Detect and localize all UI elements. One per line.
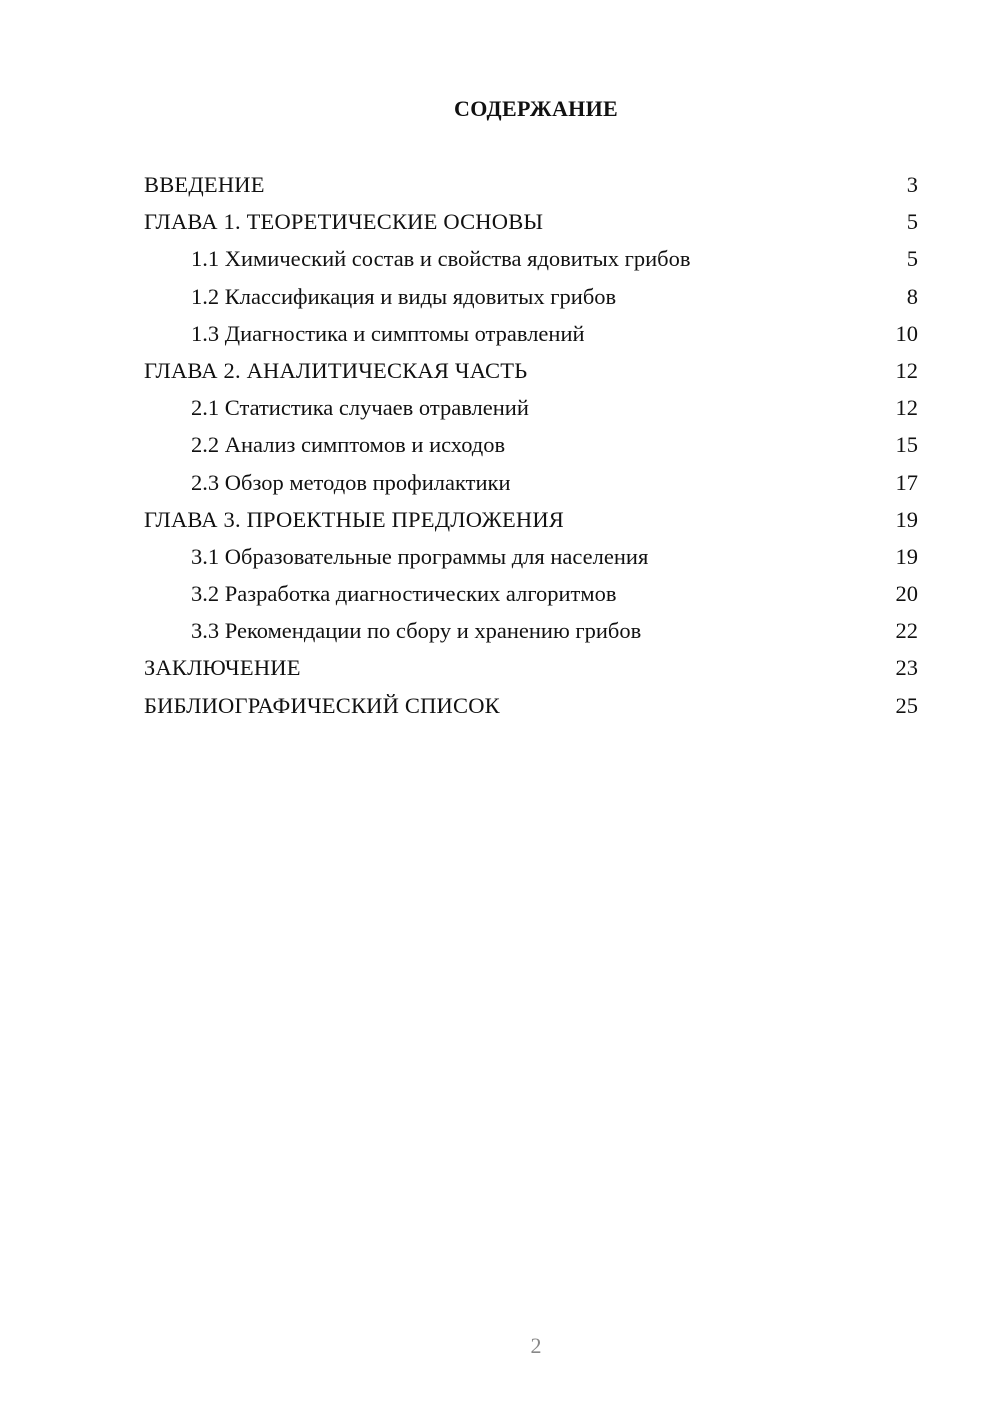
toc-entry xyxy=(144,166,918,203)
toc-entry xyxy=(144,240,918,277)
toc-entry xyxy=(144,687,918,724)
toc-entry xyxy=(144,389,918,426)
toc-entry-title: 1.3 Диагностика и симптомы отравлений xyxy=(191,320,585,346)
toc-entry-page: 8 xyxy=(906,283,918,309)
toc-entry xyxy=(144,575,918,612)
toc-entry-title: 3.2 Разработка диагностических алгоритмов xyxy=(191,581,617,607)
toc-entry xyxy=(144,464,918,501)
toc-entry-title: 1.2 Классификация и виды ядовитых грибов xyxy=(191,283,617,309)
toc-entry xyxy=(144,278,918,315)
toc-entry-page: 12 xyxy=(895,357,918,383)
toc-entry-page: 17 xyxy=(895,469,918,495)
toc-entry-title: 2.2 Анализ симптомов и исходов xyxy=(191,432,506,458)
toc-entry xyxy=(144,203,918,240)
toc-entry-title: ГЛАВА 3. ПРОЕКТНЫЕ ПРЕДЛОЖЕНИЯ xyxy=(144,506,565,532)
toc-entry xyxy=(144,426,918,463)
toc-entry-title: ГЛАВА 2. АНАЛИТИЧЕСКАЯ ЧАСТЬ xyxy=(144,357,528,383)
toc-entry-title: 3.1 Образовательные программы для населения xyxy=(191,543,649,569)
toc-entry-page: 23 xyxy=(895,655,918,681)
toc-entry-title: 1.1 Химический состав и свойства ядовитых грибов xyxy=(191,246,691,272)
toc-entry-page: 12 xyxy=(895,395,918,421)
toc-entry-page: 22 xyxy=(895,618,918,644)
toc-entry-page: 20 xyxy=(895,581,918,607)
toc-entry-title: ЗАКЛЮЧЕНИЕ xyxy=(144,655,301,681)
page-number: 2 xyxy=(530,1333,542,1358)
toc-entry-title: 2.3 Обзор методов профилактики xyxy=(191,469,511,495)
toc-entry-title: БИБЛИОГРАФИЧЕСКИЙ СПИСОК xyxy=(144,692,500,718)
toc-entry xyxy=(144,538,918,575)
toc-entry-page: 19 xyxy=(895,506,918,532)
toc-entry-page: 15 xyxy=(895,432,918,458)
toc-entry-page: 10 xyxy=(895,320,918,346)
toc-entry-page: 19 xyxy=(895,543,918,569)
toc-entry xyxy=(144,501,918,538)
toc-entry xyxy=(144,352,918,389)
toc-title: СОДЕРЖАНИЕ xyxy=(454,96,618,121)
toc-entry xyxy=(144,315,918,352)
table-of-contents xyxy=(144,166,918,724)
toc-entry-page: 5 xyxy=(906,209,918,235)
toc-entry-title: ГЛАВА 1. ТЕОРЕТИЧЕСКИЕ ОСНОВЫ xyxy=(144,209,544,235)
toc-entry-page: 3 xyxy=(906,172,918,197)
toc-entry xyxy=(144,649,918,686)
toc-entry-title: 3.3 Рекомендации по сбору и хранению грибов xyxy=(191,618,642,644)
toc-entry xyxy=(144,612,918,649)
toc-entry-page: 5 xyxy=(906,246,918,272)
toc-entry-title: 2.1 Статистика случаев отравлений xyxy=(191,395,529,421)
toc-entry-title: ВВЕДЕНИЕ xyxy=(144,172,265,197)
toc-entry-page: 25 xyxy=(895,692,918,718)
